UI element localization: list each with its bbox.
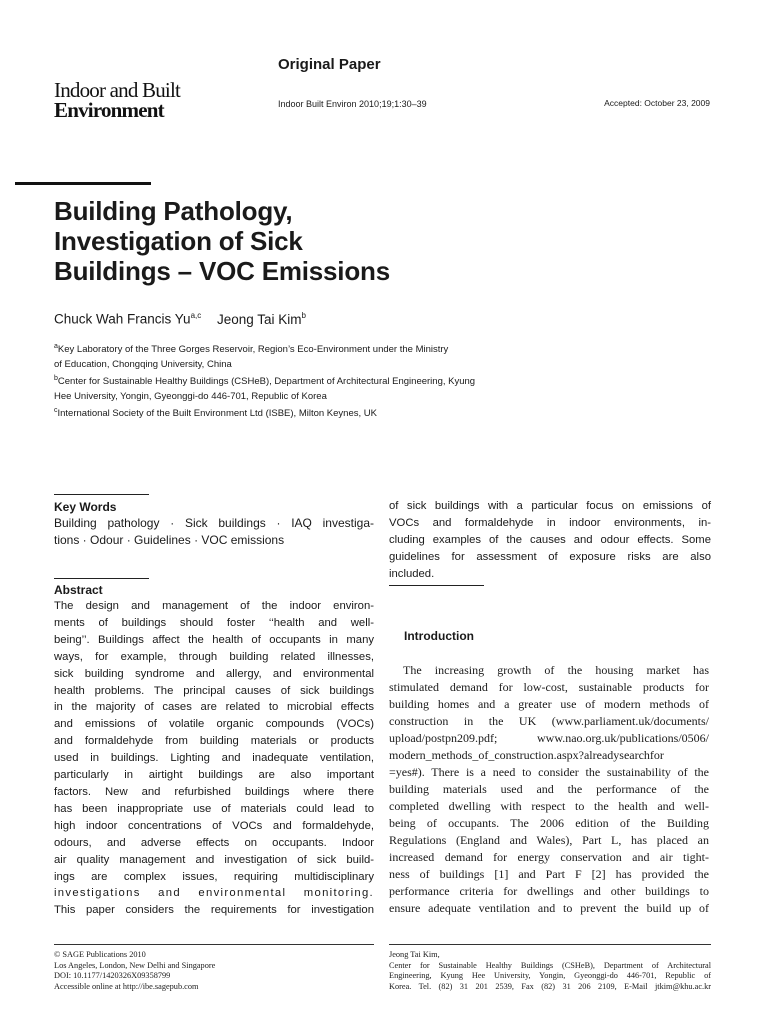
- abstract-line: has been inappropriate use of materials could lead to: [54, 802, 374, 815]
- journal-logo-line2: Environment: [54, 98, 164, 122]
- abstract-line: air quality management and investigation of sick build-: [54, 853, 374, 866]
- affiliation-line: [54, 390, 694, 405]
- author-list: [54, 311, 306, 327]
- keywords-line: Building pathology · Sick buildings · IAQ investiga-: [54, 516, 374, 530]
- footer-line: © SAGE Publications 2010: [54, 950, 146, 959]
- publisher-footer: [54, 950, 374, 992]
- abstract-line: used in buildings. Lighting and inadequate ventilation,: [54, 752, 374, 765]
- abstract-line: This paper considers the requirements for investigation: [54, 904, 374, 917]
- abstract-line: guidelines for assessment of exposure risks are also: [389, 550, 711, 563]
- keywords-line: tions · Odour · Guidelines · VOC emissions: [54, 533, 285, 547]
- title-line: Buildings – VOC Emissions: [54, 256, 390, 286]
- abstract-rule: [54, 578, 149, 579]
- intro-line: ness of buildings [1] and Part F [2] has provided the: [389, 867, 709, 881]
- abstract-line: high indoor concentrations of VOCs and formaldehyde,: [54, 819, 374, 832]
- author-affiliation-mark: b: [301, 311, 306, 320]
- affiliation-text: International Society of the Built Environment Ltd (ISBE), Milton Keynes, UK: [57, 408, 377, 420]
- affiliation-line: [54, 404, 694, 422]
- footer-line: Center for Sustainable Healthy Buildings (CSHeB), Department of Architectural: [389, 960, 711, 970]
- abstract-line: and emissions of volatile organic compounds (VOCs): [54, 718, 374, 731]
- title-line: Investigation of Sick: [54, 226, 303, 256]
- affiliation-line: [54, 372, 694, 390]
- intro-line: increased demand for energy conservation and air tight-: [389, 850, 709, 864]
- affiliation-text: Key Laboratory of the Three Gorges Reservoir, Region’s Eco-Environment under the Ministry: [57, 344, 449, 356]
- footer-line: Accessible online at http://ibe.sagepub.com: [54, 981, 199, 991]
- abstract-line: VOCs and formaldehyde in indoor environments, in-: [389, 516, 711, 529]
- journal-logo: [54, 80, 214, 120]
- abstract-heading: Abstract: [54, 583, 103, 597]
- abstract-line: particularly in airtight buildings are also important: [54, 769, 374, 782]
- abstract-body: [54, 598, 374, 919]
- abstract-line: health problems. The principal causes of sick buildings: [54, 684, 374, 697]
- affiliation-mark: a: [54, 343, 58, 350]
- affiliation-text: Hee University, Yongin, Gyeonggi-do 446-701, Republic of Korea: [54, 390, 327, 402]
- keywords-list: [54, 515, 374, 549]
- affiliation-text: Center for Sustainable Healthy Buildings (CSHeB), Department of Architectural Engineering, Kyung: [57, 376, 476, 388]
- author-name: Chuck Wah Francis Yu: [54, 311, 191, 327]
- introduction-body: [389, 662, 709, 917]
- author-name: Jeong Tai Kim: [217, 311, 302, 327]
- section-label: Original Paper: [278, 56, 381, 73]
- affiliation-mark: b: [54, 375, 58, 383]
- intro-line: being of occupants. The 2006 edition of the Building: [389, 816, 709, 830]
- intro-line: building homes and a greater use of modern methods of: [389, 697, 709, 711]
- footer-line: Los Angeles, London, New Delhi and Singapore: [54, 960, 216, 970]
- abstract-line: included.: [389, 567, 435, 580]
- intro-line: =yes#). There is a need to consider the sustainability of the: [389, 765, 709, 779]
- abstract-line: The design and management of the indoor environ-: [54, 600, 374, 612]
- title-rule: [15, 182, 151, 185]
- keywords-heading: Key Words: [54, 500, 117, 514]
- introduction-heading: Introduction: [404, 629, 474, 643]
- abstract-line: factors. New and refurbished buildings where there: [54, 785, 374, 798]
- intro-line: building materials used and the performance of the: [389, 782, 709, 796]
- keywords-rule: [54, 494, 149, 495]
- abstract-end-rule: [389, 585, 484, 586]
- abstract-line: and formaldehyde from building materials or products: [54, 735, 374, 748]
- abstract-continued: [389, 498, 711, 583]
- intro-line: completed dwelling with respect to the health and well-: [389, 799, 709, 813]
- abstract-line: sick building syndrome and allergy, and environmental: [54, 667, 374, 680]
- intro-line: ensure adequate ventilation and to prevent the build up of: [389, 901, 709, 915]
- title-line: Building Pathology,: [54, 196, 293, 226]
- affiliation-mark: c: [54, 407, 58, 415]
- abstract-line: of sick buildings with a particular focus on emissions of: [389, 500, 711, 512]
- intro-line: modern_methods_of_construction.aspx?alreadysearchfor: [389, 748, 664, 762]
- footer-line: Engineering, Kyung Hee University, Yongin, Gyeonggi-do 446-701, Republic of: [389, 971, 711, 980]
- footer-rule-left: [54, 944, 374, 945]
- affiliation-line: [54, 340, 694, 358]
- footer-line: DOI: 10.1177/1420326X09358799: [54, 971, 171, 980]
- intro-line: The increasing growth of the housing market has: [403, 663, 709, 677]
- abstract-line: ways, for example, through building related illnesses,: [54, 650, 374, 663]
- author-affiliation-mark: a,c: [190, 311, 202, 320]
- abstract-line: being’’. Buildings affect the health of occupants in many: [54, 633, 374, 646]
- abstract-line: cluding examples of the causes and odour effects. Some: [389, 533, 711, 546]
- article-title: [54, 196, 694, 286]
- accepted-date: Accepted: October 23, 2009: [604, 98, 710, 108]
- affiliation-text: of Education, Chongqing University, China: [54, 358, 232, 370]
- footer-rule-right: [389, 944, 711, 945]
- journal-logo-line1: Indoor and Built: [54, 78, 181, 102]
- affiliation-line: [54, 358, 694, 373]
- intro-line: performance criteria for dwellings and other buildings to: [389, 884, 709, 898]
- affiliations: [54, 340, 694, 422]
- journal-citation: Indoor Built Environ 2010;19;1:30–39: [278, 99, 427, 109]
- intro-line: upload/postpn209.pdf; www.nao.org.uk/publications/0506/: [389, 731, 709, 745]
- abstract-line: ings are complex issues, requiring multidisciplinary: [54, 870, 374, 883]
- abstract-line: investigations and environmental monitoring.: [54, 887, 374, 900]
- abstract-line: in the majority of cases are related to microbial effects: [54, 701, 374, 714]
- intro-line: Regulations (England and Wales), Part L, has placed an: [389, 833, 709, 847]
- intro-line: construction in the UK (www.parliament.uk/documents/: [389, 714, 709, 728]
- footer-line: Korea. Tel. (82) 31 201 2539, Fax (82) 31 206 2109, E-Mail jtkim@khu.ac.kr: [389, 981, 711, 991]
- correspondence-footer: [389, 950, 711, 992]
- footer-line: Jeong Tai Kim,: [389, 950, 440, 959]
- intro-line: stimulated demand for low-cost, sustainable products for: [389, 680, 709, 694]
- abstract-line: ments of buildings should foster ‘‘health and well-: [54, 616, 374, 629]
- abstract-line: odours, and adverse effects on occupants. Indoor: [54, 836, 374, 849]
